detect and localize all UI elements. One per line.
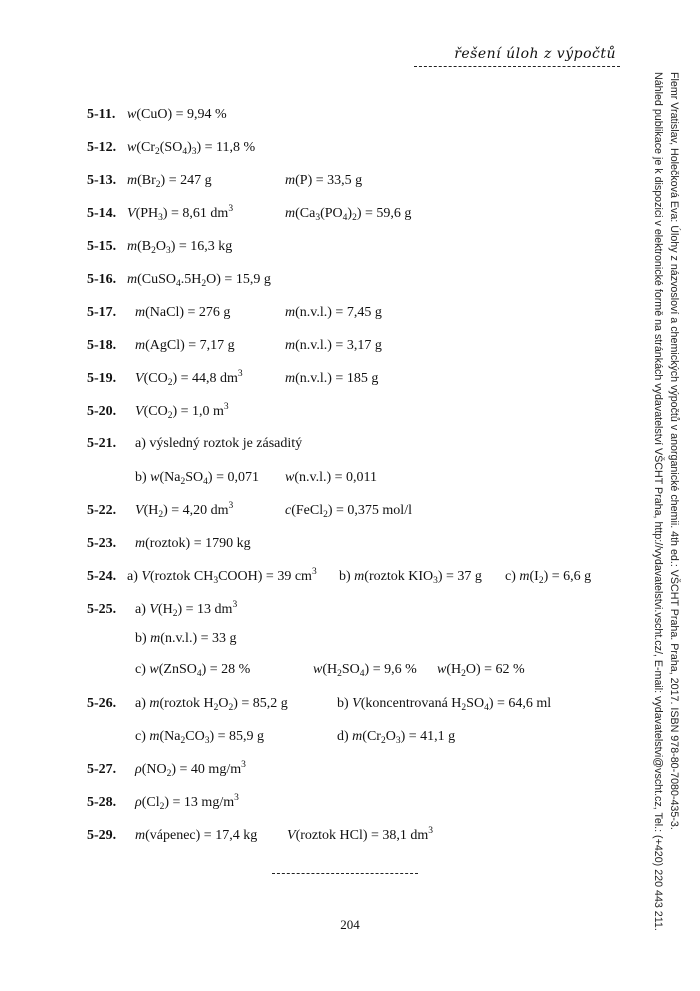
- answer-number: 5-11.: [87, 107, 116, 122]
- answer-value: m(roztok) = 1790 kg: [135, 536, 251, 551]
- answer-number: 5-23.: [87, 536, 117, 551]
- answer-value: m(n.v.l.) = 7,45 g: [285, 305, 382, 320]
- answer-value: $m(Br_2) = 247$ g: [127, 173, 212, 190]
- answer-value: $V(PH_3) = 8,61$ $dm^3$: [127, 204, 234, 223]
- answer-number: 5-22.: [87, 503, 117, 518]
- answer-number: 5-17.: [87, 305, 117, 320]
- answer-number: 5-20.: [87, 404, 117, 419]
- page-header-title: řešení úloh z výpočtů: [454, 46, 616, 62]
- answer-value: m(n.v.l.) = 185 g: [285, 371, 379, 386]
- answer-value: w(CuO) = 9,94 %: [127, 107, 227, 122]
- answer-value: m(vápenec) = 17,4 kg: [135, 828, 258, 843]
- side-note-line-1: Flemr Vratislav, Holečková Eva: Úlohy z názvosloví a chemických výpočtů v anorganické chemii. 4th ed.: VŠCHT Praha. Praha, 2017. ISBN 978-80-7080-435-3.: [668, 72, 680, 830]
- answer-number: 5-19.: [87, 371, 117, 386]
- answer-value: $w(H_2O) = 62$ %: [437, 662, 525, 679]
- answer-value: $V(H_2) = 4,20$ $dm^3$: [135, 501, 234, 520]
- answer-value: a) m(roztok $H_2O_2) = 85,2$ g: [135, 696, 288, 713]
- answer-number: 5-26.: [87, 696, 117, 711]
- answer-number: 5-15.: [87, 239, 117, 254]
- side-copyright-note: [650, 72, 682, 931]
- answer-number: 5-14.: [87, 206, 117, 221]
- answer-value: $V(CO_2) = 1,0$ $m^3$: [135, 402, 229, 421]
- answer-value: c) w(ZnSO$_4$) = 28 %: [135, 662, 251, 679]
- answer-number: 5-25.: [87, 602, 117, 617]
- answer-value: m(n.v.l.) = 3,17 g: [285, 338, 382, 353]
- answer-value: m(NaCl) = 276 g: [135, 305, 231, 320]
- answer-value: $\rho(NO_2) = 40$ $mg/m^3$: [135, 760, 246, 779]
- answer-value: $m(Ca_3(PO_4)_2) = 59,6$ g: [285, 206, 412, 223]
- answer-value: b) $w(Na_2SO_4) = 0,071$: [135, 470, 259, 487]
- answer-value: $m(B_2O_3) = 16,3$ kg: [127, 239, 233, 256]
- answer-value: c) $m(Na_2CO_3) = 85,9$ g: [135, 729, 265, 746]
- answer-number: 5-24.: [87, 569, 117, 584]
- answer-number: 5-12.: [87, 140, 117, 155]
- answer-number: 5-13.: [87, 173, 117, 188]
- answer-value: a) výsledný roztok je zásaditý: [135, 436, 303, 451]
- side-note-line-2: Náhled publikace je k dispozici v elektronické formě na stránkách vydavatelství VŠCHT Praha, http://vydavatelstvi.vscht.cz/, E-mail: vydavatelstvi@vscht.cz, Tel.: (+420) 220 443 211.: [652, 72, 664, 931]
- header-dashed-rule: [414, 66, 620, 67]
- answer-value: m(AgCl) = 7,17 g: [135, 338, 235, 353]
- answer-value: a) V(roztok $CH_3COOH) = 39$ $cm^3$: [127, 567, 317, 586]
- answer-value: m(P) = 33,5 g: [285, 173, 363, 188]
- answer-value: $m(CuSO_4.5H_2O) = 15,9$ g: [127, 272, 271, 289]
- answer-value: b) V(koncentrovaná $H_2SO_4) = 64,6$ ml: [337, 696, 552, 713]
- answer-number: 5-16.: [87, 272, 117, 287]
- answer-value: c(FeCl$_2$) = 0,375 mol/l: [285, 503, 412, 520]
- answer-number: 5-21.: [87, 436, 117, 451]
- answer-value: $w(H_2SO_4) = 9,6$ %: [313, 662, 417, 679]
- answer-number: 5-27.: [87, 762, 117, 777]
- answer-number: 5-28.: [87, 795, 117, 810]
- page-number: 204: [340, 917, 360, 932]
- answer-value: b) m(n.v.l.) = 33 g: [135, 631, 237, 646]
- answer-value: w(n.v.l.) = 0,011: [285, 470, 378, 485]
- answer-value: a) $V(H_2) = 13$ $dm^3$: [135, 600, 238, 619]
- answer-number: 5-18.: [87, 338, 117, 353]
- answer-number: 5-29.: [87, 828, 117, 843]
- answer-value: $w(Cr_2(SO_4)_3) = 11,8$ %: [127, 140, 256, 157]
- answer-value: d) $m(Cr_2O_3) = 41,1$ g: [337, 729, 456, 746]
- answer-value: V(roztok HCl) = 38,1 $dm^3$: [287, 826, 434, 843]
- footer-dashed-rule: [272, 873, 418, 874]
- answer-value: $V(CO_2) = 44,8$ $dm^3$: [135, 369, 243, 388]
- answer-value: c) $m(I_2) = 6,6$ g: [505, 569, 592, 586]
- answer-value: $\rho(Cl_2) = 13$ $mg/m^3$: [135, 793, 239, 812]
- answer-value: b) m(roztok $KIO_3) = 37$ g: [339, 569, 482, 586]
